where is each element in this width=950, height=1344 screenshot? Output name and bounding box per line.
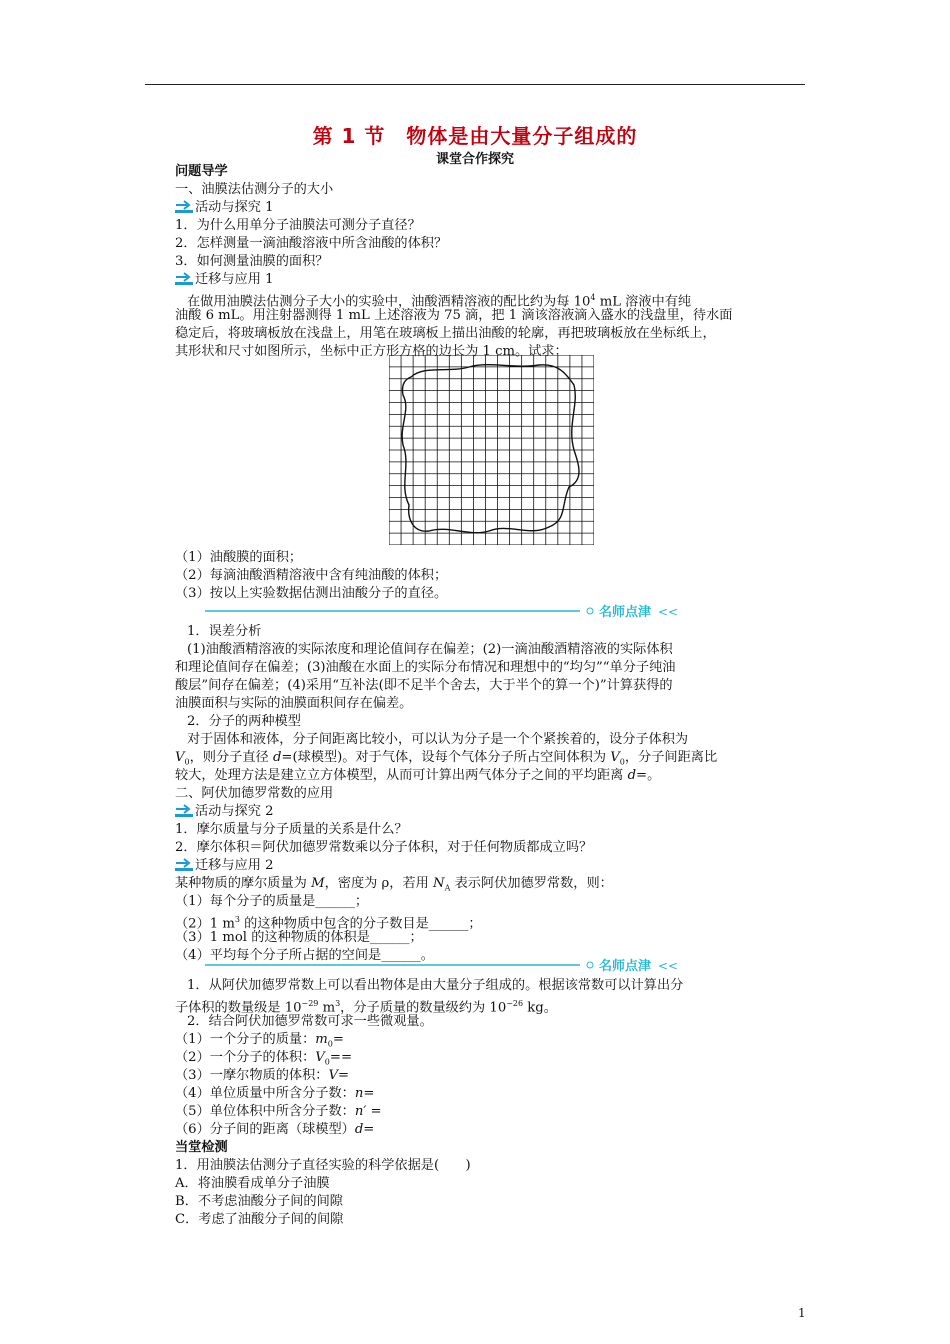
question-text: 2．摩尔体积＝阿伏加德罗常数乘以分子体积，对于任何物质都成立吗？: [175, 840, 593, 855]
question-text: 2．怎样测量一滴油酸溶液中所含油酸的体积？: [175, 236, 448, 251]
paragraph-line: 对于固体和液体，分子间距离比较小，可以认为分子是一个个紧挨着的，设分子体积为: [187, 732, 689, 747]
paragraph-line: $V_0$，则分子直径 d=(球模型)。对于气体，设每个气体分子所占空间体积为 $V_0$，分子间距离比: [175, 750, 718, 767]
activity-label: 迁移与应用 1: [175, 271, 274, 289]
paragraph-line: 和理论值间存在偏差；(3)油酸在水面上的实际分布情况和理想中的“均匀”“单分子纯油: [175, 660, 676, 675]
question-text: （1）油酸膜的面积；: [175, 550, 303, 565]
formula-line: （5）单位体积中所含分子数：n′ =: [175, 1104, 382, 1119]
paragraph-line: 2．分子的两种模型: [187, 714, 301, 729]
question-text: （3）1 mol 的这种物质的体积是______；: [175, 930, 423, 945]
paragraph-line: (1)油酸酒精溶液的实际浓度和理论值间存在偏差；(2)一滴油酸酒精溶液的实际体积: [187, 642, 673, 657]
svg-text:<<: <<: [658, 605, 679, 619]
formula-line: （2）一个分子的体积：$V_0==$: [175, 1050, 352, 1067]
paragraph-line: 其形状和尺寸如图所示，坐标中正方形方格的边长为 1 cm。试求：: [175, 344, 568, 359]
paragraph-line: 2．结合阿伏加德罗常数可求一些微观量。: [187, 1014, 433, 1029]
paragraph-line: 油酸 6 mL。用注射器测得 1 mL 上述溶液为 75 滴，把 1 滴该溶液滴入盛水的浅盘里，待水面: [175, 308, 733, 323]
paragraph-line: 某种物质的摩尔质量为 M，密度为 ρ，若用 $N_A$ 表示阿伏加德罗常数，则：: [175, 876, 613, 893]
page-subtitle: 课堂合作探究: [435, 152, 514, 167]
activity-label: 活动与探究 1: [175, 199, 274, 217]
arrow-tag-icon: [175, 857, 193, 871]
question-text: （1）每个分子的质量是______；: [175, 894, 369, 909]
arrow-tag-icon: [175, 199, 193, 213]
subsection-heading: 二、阿伏加德罗常数的应用: [175, 786, 334, 801]
tip-divider: [205, 601, 690, 619]
paragraph-line: 稳定后，将玻璃板放在浅盘上，用笔在玻璃板上描出油酸的轮廓，再把玻璃板放在坐标纸上，: [175, 326, 716, 341]
page-title: 第 1 节 物体是由大量分子组成的: [312, 124, 638, 148]
activity-label: 活动与探究 2: [175, 803, 274, 821]
formula-line: （3）一摩尔物质的体积：V=: [175, 1068, 350, 1083]
question-text: （2）每滴油酸酒精溶液中含有纯油酸的体积；: [175, 568, 448, 583]
question-text: （3）按以上实验数据估测出油酸分子的直径。: [175, 586, 448, 601]
activity-label: 迁移与应用 2: [175, 857, 274, 875]
oil-film-outline: [402, 365, 579, 533]
arrow-tag-icon: [175, 271, 193, 285]
answer-option: C．考虑了油酸分子间的间隙: [175, 1212, 344, 1227]
arrow-tag-icon: [175, 803, 193, 817]
header-rule: [145, 84, 805, 85]
question-text: 1．为什么用单分子油膜法可测分子直径？: [175, 218, 421, 233]
svg-text:名师点津: 名师点津: [599, 605, 652, 619]
paragraph-line: 油膜面积与实际的油膜面积间存在偏差。: [175, 696, 413, 711]
question-text: （2）1 $m^3$ 的这种物质中包含的分子数目是______；: [175, 915, 482, 932]
paragraph-line: 较大，处理方法是建立立方体模型，从而可计算出两气体分子之间的平均距离 d=。: [175, 768, 661, 783]
question-text: （4）平均每个分子所占据的空间是______。: [175, 948, 434, 963]
question-text: 3．如何测量油膜的面积？: [175, 254, 329, 269]
svg-text:名师点津: 名师点津: [599, 959, 652, 973]
tip-divider: [205, 955, 690, 973]
answer-option: A．将油膜看成单分子油膜: [175, 1176, 330, 1191]
page-number: 1: [798, 1306, 806, 1320]
paragraph-line: 1．从阿伏加德罗常数上可以看出物体是由大量分子组成的。根据该常数可以计算出分: [187, 978, 684, 993]
section-heading: 问题导学: [175, 164, 228, 179]
paragraph-line: 在做用油膜法估测分子大小的实验中，油酸酒精溶液的配比约为每 $10^4$ mL 溶液中有纯: [187, 293, 692, 310]
formula-line: （1）一个分子的质量：$m_0=$: [175, 1032, 344, 1049]
question-text: 1．用油膜法估测分子直径实验的科学依据是( ): [175, 1158, 471, 1173]
formula-line: （4）单位质量中所含分子数：n=: [175, 1086, 375, 1101]
oil-film-grid-figure: [389, 355, 594, 545]
subsection-heading: 一、油膜法估测分子的大小: [175, 182, 334, 197]
formula-line: （6）分子间的距离（球模型）d=: [175, 1122, 375, 1137]
section-heading: 当堂检测: [175, 1140, 228, 1155]
paragraph-line: 1．误差分析: [187, 624, 262, 639]
svg-text:<<: <<: [658, 959, 679, 973]
paragraph-line: 酸层”间存在偏差；(4)采用“互补法(即不足半个舍去，大于半个的算一个)”计算获得的: [175, 678, 673, 693]
paragraph-line: 子体积的数量级是 $10^{-29}$ $m^3$，分子质量的数量级约为 $10^{-26}$ kg。: [175, 999, 557, 1016]
question-text: 1．摩尔质量与分子质量的关系是什么？: [175, 822, 408, 837]
answer-option: B．不考虑油酸分子间的间隙: [175, 1194, 343, 1209]
